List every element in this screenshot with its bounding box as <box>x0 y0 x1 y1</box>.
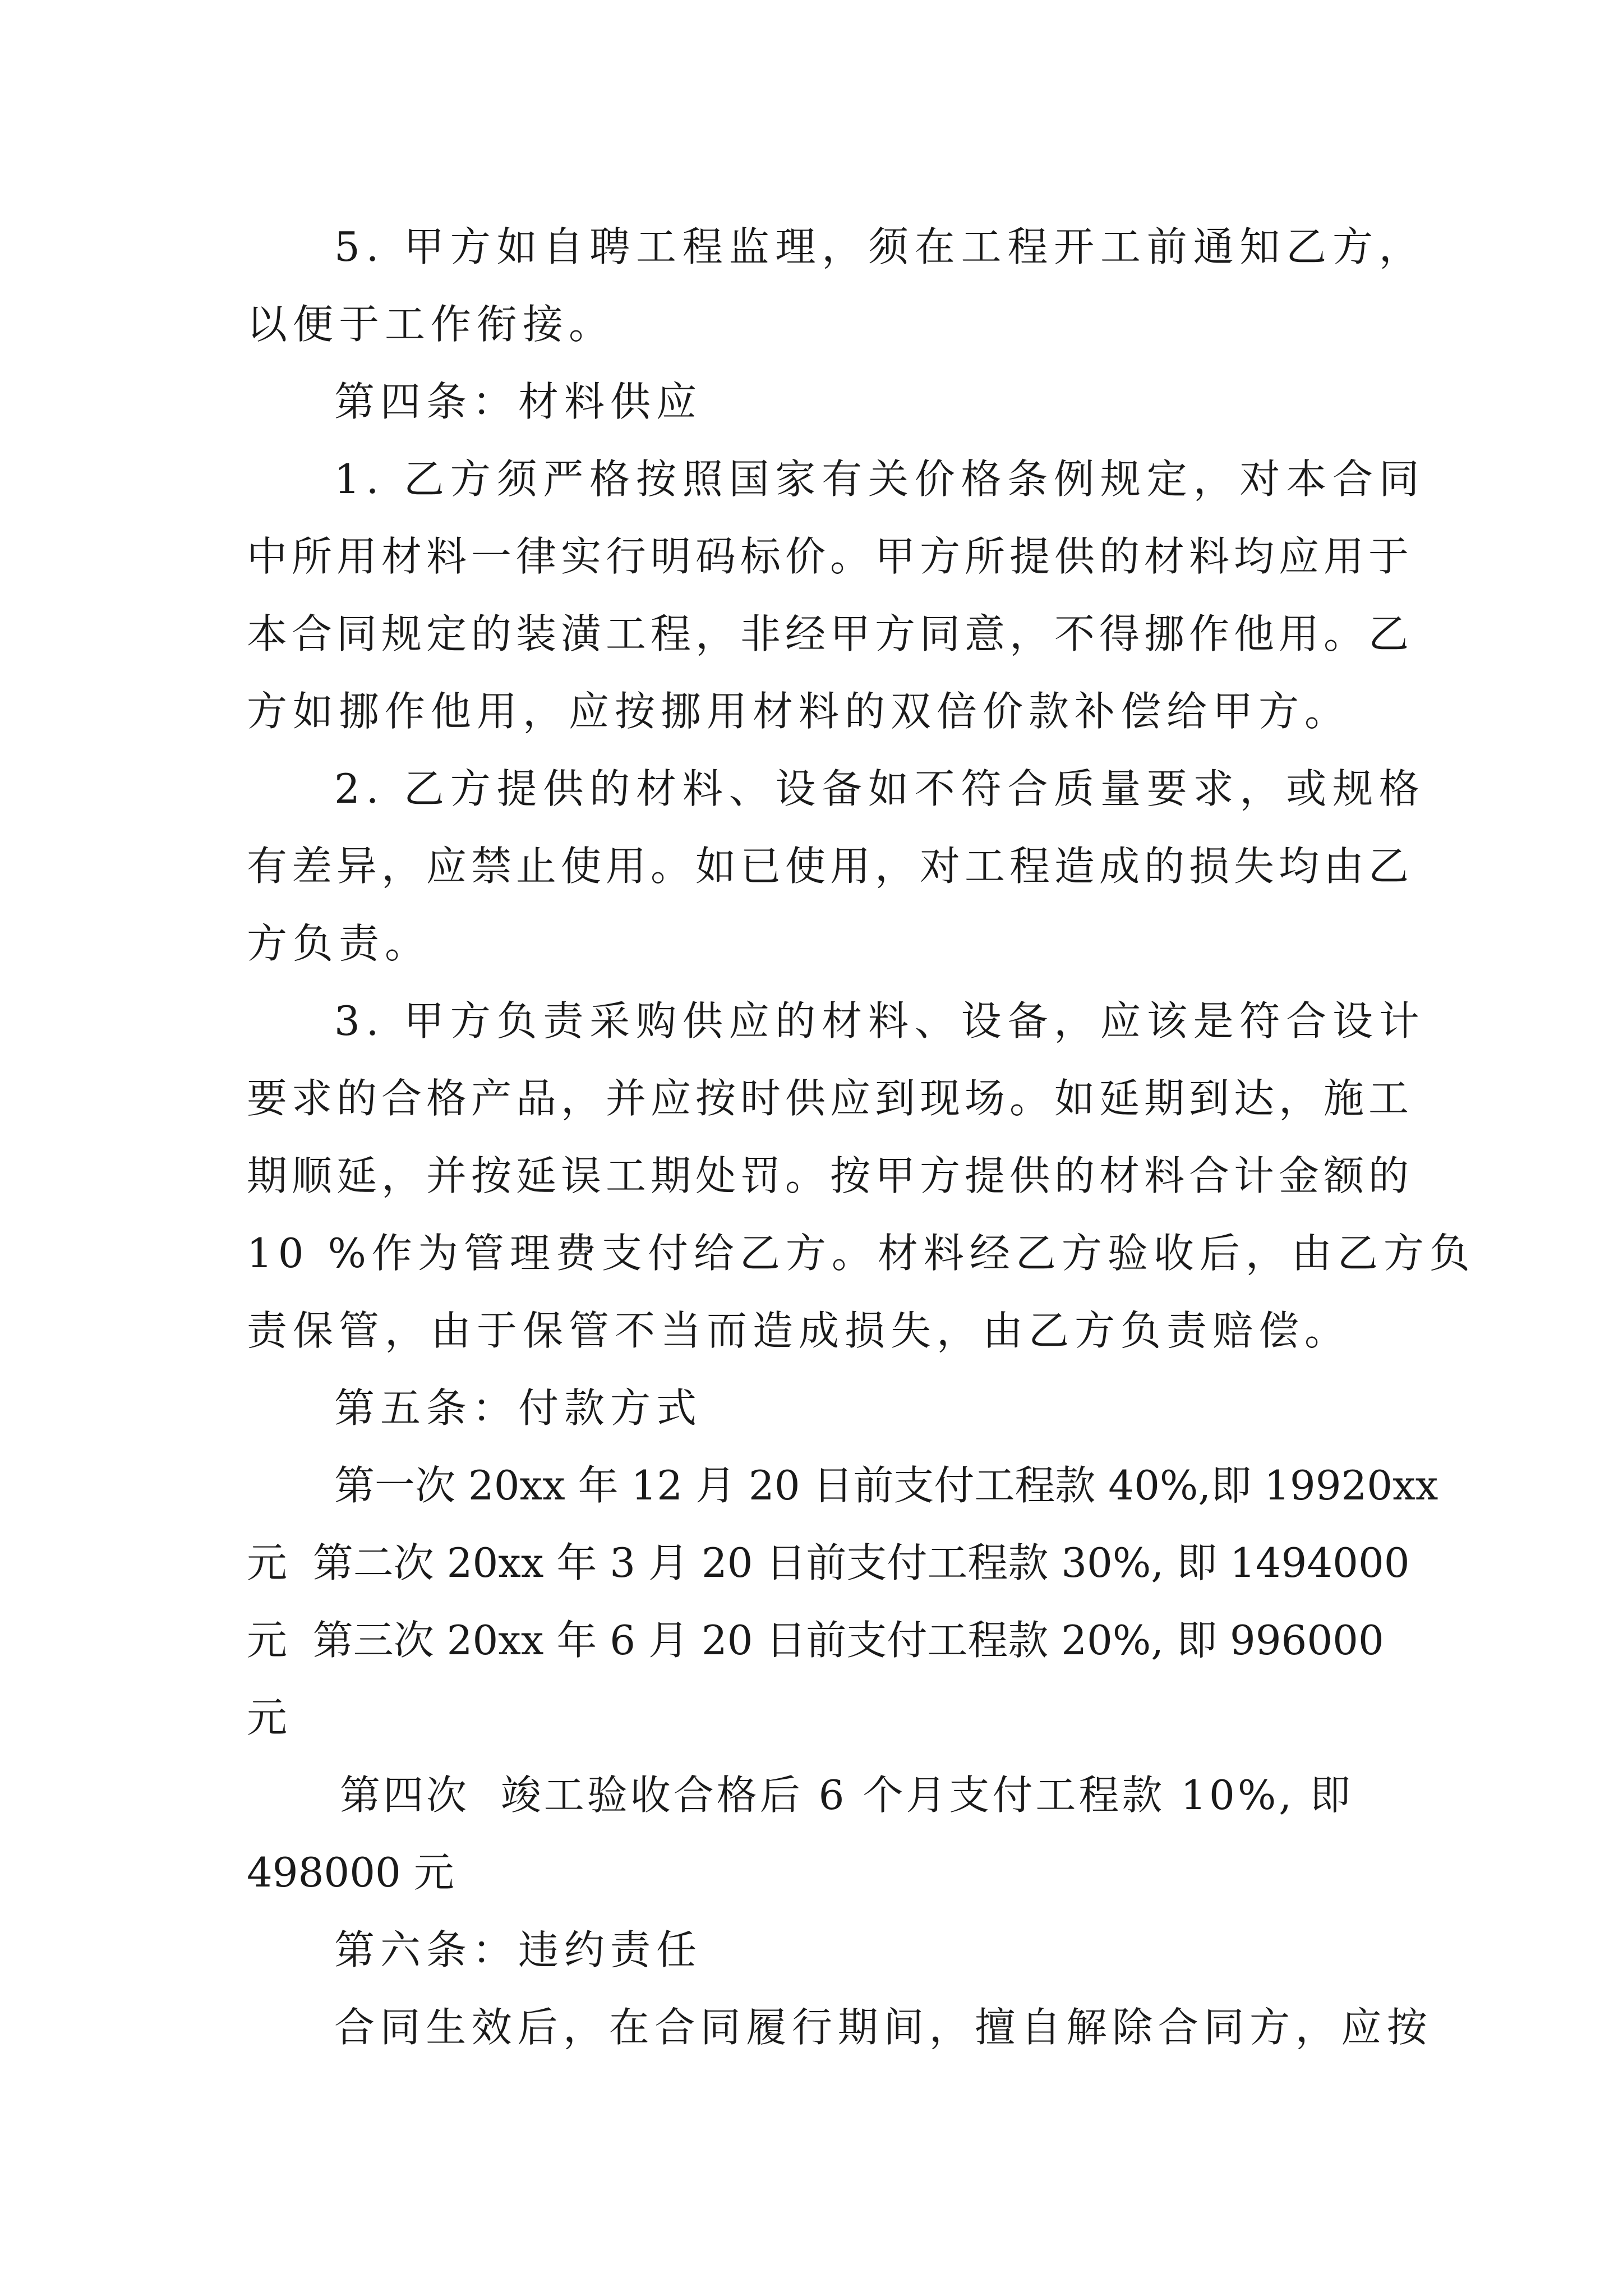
article-6-heading: 第六条：违约责任 <box>334 1926 703 1973</box>
payment-line-2: 元 第二次 20xx 年 3 月 20 日前支付工程款 30%, 即 1494000 <box>247 1539 1410 1586</box>
article-4-heading: 第四条：材料供应 <box>334 378 703 425</box>
line-item-1-5: 5. 甲方如自聘工程监理，须在工程开工前通知乙方， <box>334 223 1426 270</box>
line-item-4-3-cont: 10 %作为管理费支付给乙方。材料经乙方验收后，由乙方负 <box>247 1230 1476 1277</box>
payment-line-1: 第一次 20xx 年 12 月 20 日前支付工程款 40%,即 19920xx <box>334 1462 1438 1509</box>
breach-paragraph: 合同生效后，在合同履行期间，擅自解除合同方，应按 <box>334 2004 1433 2051</box>
line-item-4-3-cont: 期顺延，并按延误工期处罚。按甲方提供的材料合计金额的 <box>247 1152 1414 1199</box>
line-item-1-5-cont: 以便于工作衔接。 <box>247 301 615 348</box>
line-item-4-3-cont: 要求的合格产品，并应按时供应到现场。如延期到达，施工 <box>247 1075 1414 1122</box>
payment-line-3: 元 第三次 20xx 年 6 月 20 日前支付工程款 20%, 即 996000 <box>247 1617 1384 1664</box>
payment-line-4-cont: 498000 元 <box>247 1849 454 1896</box>
line-item-4-3: 3. 甲方负责采购供应的材料、设备，应该是符合设计 <box>334 997 1426 1045</box>
line-item-4-2: 2. 乙方提供的材料、设备如不符合质量要求，或规格 <box>334 765 1426 812</box>
line-item-4-2-cont: 有差异，应禁止使用。如已使用，对工程造成的损失均由乙 <box>247 843 1414 890</box>
article-5-heading: 第五条：付款方式 <box>334 1384 703 1432</box>
line-item-4-3-cont: 责保管，由于保管不当而造成损失，由乙方负责赔偿。 <box>247 1307 1351 1354</box>
line-item-4-1: 1. 乙方须严格按照国家有关价格条例规定，对本合同 <box>334 455 1426 503</box>
line-item-4-1-cont: 本合同规定的装潢工程，非经甲方同意，不得挪作他用。乙 <box>247 610 1414 657</box>
payment-line-4: 第四次 竣工验收合格后 6 个月支付工程款 10%, 即 <box>340 1772 1354 1819</box>
line-item-4-2-cont: 方负责。 <box>247 920 431 967</box>
line-item-4-1-cont: 中所用材料一律实行明码标价。甲方所提供的材料均应用于 <box>247 533 1414 580</box>
payment-line-3-cont: 元 <box>247 1694 288 1741</box>
line-item-4-1-cont: 方如挪作他用，应按挪用材料的双倍价款补偿给甲方。 <box>247 688 1351 735</box>
